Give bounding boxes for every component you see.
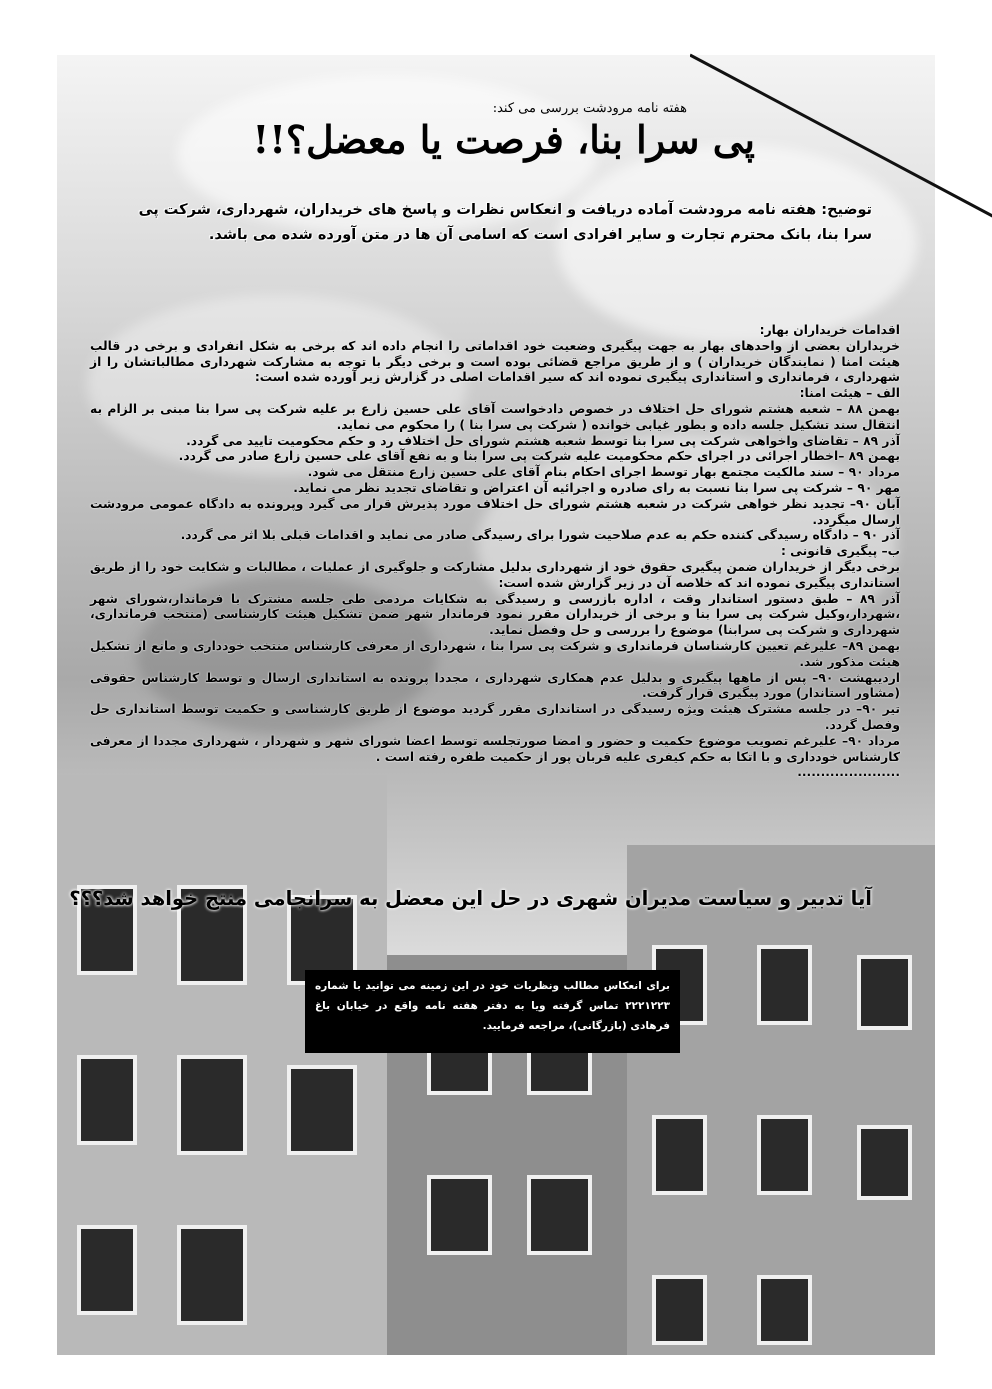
- paragraph: مرداد ۹۰ – سند مالکیت مجتمع بهار توسط اجرای احکام بنام آقای علی حسین زارع منتقل می شود.: [307, 465, 900, 480]
- closing-question: آیا تدبیر و سیاست مدیران شهری در حل این معضل به سرانجامی منتج خواهد شد؟؟؟: [69, 887, 872, 910]
- contact-box: برای انعکاس مطالب ونظریات خود در این زمینه می توانید با شماره ۲۲۲۱۲۲۳ تماس گرفته ویا به دفتر هفته نامه واقع در خیابان باغ فرهادی (بازرگانی)، مراجعه فرمایید.: [305, 970, 680, 1053]
- paragraph: آذر ۸۹ – تقاضای واخواهی شرکت پی سرا بنا توسط شعبه هشتم شورای حل اختلاف رد و حکم محکومیت تایید می گردد.: [186, 433, 900, 448]
- article-body: [90, 323, 900, 781]
- paragraph: آذر ۸۹ – طبق دستور استاندار وقت ، اداره بازرسی و رسیدگی به شکایات مردمی طی جلسه مشترک با فرماندار،شورای شهر ،شهردار،وکیل شرکت پی سرا بنا و برخی از خریداران مقرر نمود فرماندار شهر ضمن تشکیل هیئت کارشناسی (منتخب فرمانداری، شهرداری و شرکت پی سرابنا) موضوع را بررسی و حل وفصل نماید.: [90, 591, 901, 638]
- paragraph: آبان ۹۰– تجدید نظر خواهی شرکت در شعبه هشتم شورای حل اختلاف مورد پذیرش قرار می گیرد وپرونده به دادگاه عمومی مرودشت ارسال میگردد.: [90, 496, 900, 527]
- paragraph: مهر ۹۰ – شرکت پی سرا بنا نسبت به رای صادره و اجرائیه آن اعتراض و تقاضای تجدید نظر می نماید.: [293, 480, 900, 495]
- paragraph: بهمن ۸۹ –اخطار اجرائی در اجرای حکم محکومیت علیه شرکت پی سرا بنا و به نفع آقای علی حسین زارع صادر می گردد.: [178, 449, 900, 464]
- paragraph: خریداران بعضی از واحدهای بهار به جهت پیگیری وضعیت خود اقداماتی را انجام داده اند که برخی به شکل انفرادی و برخی در قالب هیئت امنا ( نمایندگان خریداران ) و از طریق مراجع قضائی بوده است و برخی دیگر با توجه به مشارکت شهرداری مطالباتشان را از شهرداری ، فرمانداری و استانداری پیگیری نموده اند که سیر اقدامات اصلی در گزارش زیر آورده شده است:: [90, 338, 900, 385]
- paragraph: برخی دیگر از خریداران ضمن پیگیری حقوق خود از شهرداری بدلیل مشارکت و جلوگیری از عملیات ، مطالبات و شکایت خود را از طریق استانداری پیگیری نموده اند که خلاصه آن در زیر گزارش شده است:: [90, 559, 900, 590]
- paragraph: اردیبهشت ۹۰– پس از ماهها پیگیری و بدلیل عدم همکاری شهرداری ، مجددا پرونده به استانداری ارسال و توسط کارشناس حقوقی (مشاور استاندار) مورد پیگیری قرار گرفت.: [90, 670, 900, 701]
- paragraph: ......................: [797, 765, 900, 780]
- paragraph: ب– پیگیری قانونی :: [780, 544, 900, 559]
- paragraph: آذر ۹۰ – دادگاه رسیدگی کننده حکم به عدم صلاحیت شورا برای رسیدگی صادر می نماید و اقدامات قبلی بلا اثر می گردد.: [180, 528, 900, 543]
- editor-note: توضیح: هفته نامه مرودشت آماده دریافت و انعکاس نظرات و پاسخ های خریداران، شهرداری، شرکت پی سرا بنا، بانک محترم تجارت و سایر افرادی است که اسامی آن ها در متن آورده شده می باشد.: [138, 202, 872, 243]
- paragraph: بهمن ۸۹– علیرغم تعیین کارشناسان فرمانداری و شرکت پی سرا بنا ، شهرداری از معرفی کارشناس منتخب خودداری و مانع از تشکیل هیئت مذکور شد.: [90, 638, 900, 669]
- paragraph: بهمن ۸۸ – شعبه هشتم شورای حل اختلاف در خصوص دادخواست آقای علی حسین زارع بر علیه شرکت پی سرا بنا مبنی بر الزام به انتقال سند تشکیل جلسه داده و بطور غیابی خوانده ( شرکت پی سرا بنا ) را محکوم می نماید.: [90, 401, 901, 432]
- paragraph: الف – هیئت امنا:: [799, 386, 900, 401]
- kicker: هفته نامه مرودشت بررسی می کند:: [492, 101, 687, 116]
- page-title: پی سرا بنا، فرصت یا معضل؟!!: [252, 117, 755, 162]
- paragraph: تیر ۹۰– در جلسه مشترک هیئت ویژه رسیدگی در استانداری مقرر گردید موضوع از طریق کارشناسی و حکمیت توسط استانداری حل وفصل گردد.: [90, 702, 900, 732]
- paragraph: مرداد ۹۰– علیرغم تصویب موضوع حکمیت و حضور و امضا صورتجلسه توسط اعضا شورای شهر و شهردار ، شهرداری مجددا از معرفی کارشناس خودداری و با اتکا به حکم کیفری علیه قربان پور از حکمیت طفره رفته است .: [90, 733, 900, 764]
- paragraph: اقدامات خریداران بهار:: [759, 323, 900, 337]
